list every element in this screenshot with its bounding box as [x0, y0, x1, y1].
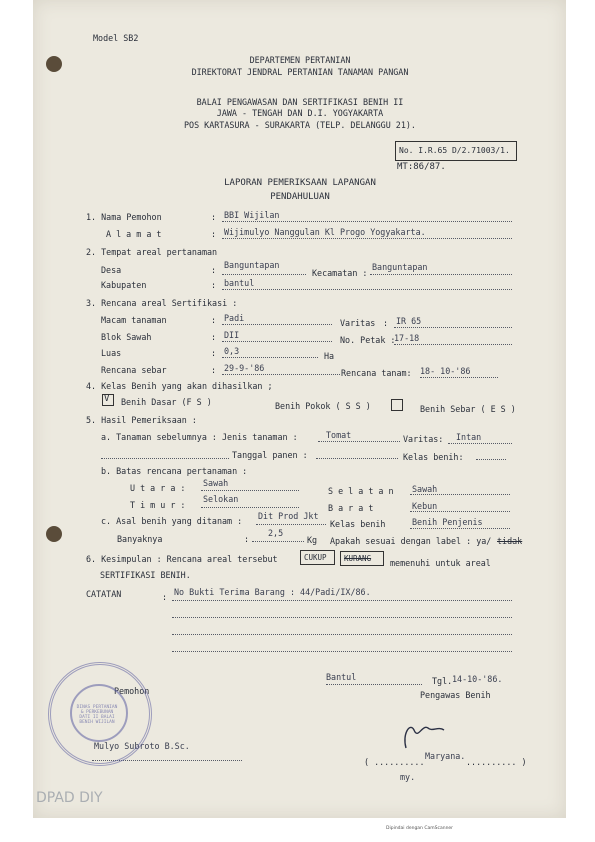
label-seed-class: 4. Kelas Benih yang akan dihasilkan ;	[86, 381, 273, 391]
value-previous-crop: Tomat	[326, 430, 352, 440]
label-label-match: Apakah sesuai dengan label : ya/	[330, 536, 492, 546]
label-plot: No. Petak :	[340, 335, 396, 345]
value-west: Kebun	[412, 501, 438, 511]
header-department: DEPARTEMEN PERTANIAN	[249, 55, 351, 65]
label-south: S e l a t a n	[328, 486, 394, 496]
header-directorate: DIREKTORAT JENDRAL PERTANIAN TANAMAN PANGAN	[191, 67, 409, 77]
value-sow-plan: 29-9-'86	[224, 363, 265, 373]
value-block: DII	[224, 330, 240, 340]
value-village: Banguntapan	[224, 260, 280, 270]
label-harvest-date: Tanggal panen :	[232, 450, 308, 460]
value-north: Sawah	[203, 478, 229, 488]
value-area: 0,3	[224, 346, 240, 356]
label-previous-class: Kelas benih:	[403, 452, 464, 462]
inspector-name: Maryana.	[425, 751, 466, 761]
option-no: tidak	[497, 536, 523, 546]
option-foundation-seed: Benih Pokok ( S S )	[275, 401, 371, 411]
conclusion-tail: memenuhi untuk areal	[390, 558, 491, 568]
value-previous-variety: Intan	[456, 432, 482, 442]
unit-quantity: Kg	[307, 535, 318, 545]
label-west: B a r a t	[328, 503, 374, 513]
option-extension-seed: Benih Sebar ( E S )	[420, 404, 516, 414]
label-variety: Varitas	[340, 318, 376, 328]
season-code: MT:86/87.	[397, 162, 446, 172]
label-district: Kecamatan :	[312, 268, 368, 278]
label-seed-origin: c. Asal benih yang ditanam :	[101, 516, 243, 526]
label-sow-plan: Rencana sebar	[101, 365, 167, 375]
checkbox-extension-seed	[391, 399, 403, 411]
stamp-text: DINAS PERTANIAN & PERKEBUNAN DATI II BALAI BENIH WIJILAN	[76, 705, 118, 725]
value-district: Banguntapan	[372, 262, 428, 272]
value-address: Wijimulyo Nanggulan Kl Progo Yogyakarta.	[224, 227, 426, 237]
inspector-initials: my.	[400, 772, 416, 782]
header-office: BALAI PENGAWASAN DAN SERTIFIKASI BENIH II	[196, 97, 404, 107]
label-east: T i m u r :	[130, 500, 186, 510]
punch-hole	[46, 56, 62, 72]
label-plant-plan: Rencana tanam:	[341, 368, 412, 378]
punch-hole	[46, 526, 62, 542]
report-subtitle: PENDAHULUAN	[270, 192, 330, 202]
value-variety: IR 65	[396, 316, 422, 326]
value-origin-class: Benih Penjenis	[412, 517, 483, 527]
label-results: 5. Hasil Pemeriksaan :	[86, 415, 197, 425]
label-plan: 3. Rencana areal Sertifikasi :	[86, 298, 238, 308]
header-region: JAWA - TENGAH DAN D.I. YOGYAKARTA	[216, 108, 384, 118]
applicant-name: Mulyo Subroto B.Sc.	[94, 741, 190, 751]
value-applicant: BBI Wijilan	[224, 210, 280, 220]
label-north: U t a r a :	[130, 483, 186, 493]
label-crop: Macam tanaman	[101, 315, 167, 325]
value-notes: No Bukti Terima Barang : 44/Padi/IX/86.	[174, 587, 371, 597]
label-conclusion: 6. Kesimpulan : Rencana areal tersebut	[86, 554, 278, 564]
label-block: Blok Sawah	[101, 332, 152, 342]
value-south: Sawah	[412, 484, 438, 494]
option-basic-seed: Benih Dasar (F S )	[121, 397, 212, 407]
value-east: Selokan	[203, 494, 239, 504]
label-applicant-sign: Pemohon	[114, 686, 150, 696]
label-quantity: Banyaknya	[117, 534, 163, 544]
label-location: 2. Tempat areal pertanaman	[86, 247, 218, 257]
label-address: A l a m a t	[106, 229, 162, 239]
label-applicant: 1. Nama Pemohon	[86, 212, 162, 222]
label-area: Luas	[101, 348, 122, 358]
value-plot: 17-18	[394, 333, 420, 343]
value-plant-plan: 18- 10-'86	[420, 366, 471, 376]
label-inspector: Pengawas Benih	[420, 690, 491, 700]
check-mark: V	[104, 394, 110, 404]
label-notes: CATATAN	[86, 589, 122, 599]
option-insufficient: KURANG	[344, 554, 372, 563]
value-seed-origin: Dit Prod Jkt	[258, 511, 319, 521]
label-origin-class: Kelas benih	[330, 519, 386, 529]
value-date: 14-10-'86.	[452, 674, 503, 684]
form-model: Model SB2	[93, 33, 139, 43]
scan-note: Dipindai dengan CamScanner	[386, 826, 454, 831]
value-regency: bantul	[224, 278, 255, 288]
label-boundaries: b. Batas rencana pertanaman :	[101, 466, 248, 476]
value-quantity: 2,5	[268, 528, 284, 538]
sign-place: Bantul	[326, 672, 357, 682]
label-date: Tgl.	[432, 676, 453, 686]
value-crop: Padi	[224, 313, 245, 323]
label-previous-variety: Varitas:	[403, 434, 444, 444]
unit-area: Ha	[324, 351, 335, 361]
label-previous-crop: a. Tanaman sebelumnya : Jenis tanaman :	[101, 432, 298, 442]
reference-number: No. I.R.65 D/2.71003/1.	[399, 146, 510, 155]
inspector-signature	[392, 716, 452, 756]
watermark: DPAD DIY	[36, 790, 103, 806]
header-address: POS KARTASURA - SURAKARTA (TELP. DELANGGU 21).	[184, 120, 416, 130]
option-sufficient: CUKUP	[304, 553, 327, 562]
report-title: LAPORAN PEMERIKSAAN LAPANGAN	[224, 178, 376, 188]
conclusion-certification: SERTIFIKASI BENIH.	[100, 570, 191, 580]
label-village: Desa	[101, 265, 122, 275]
label-regency: Kabupaten	[101, 280, 147, 290]
